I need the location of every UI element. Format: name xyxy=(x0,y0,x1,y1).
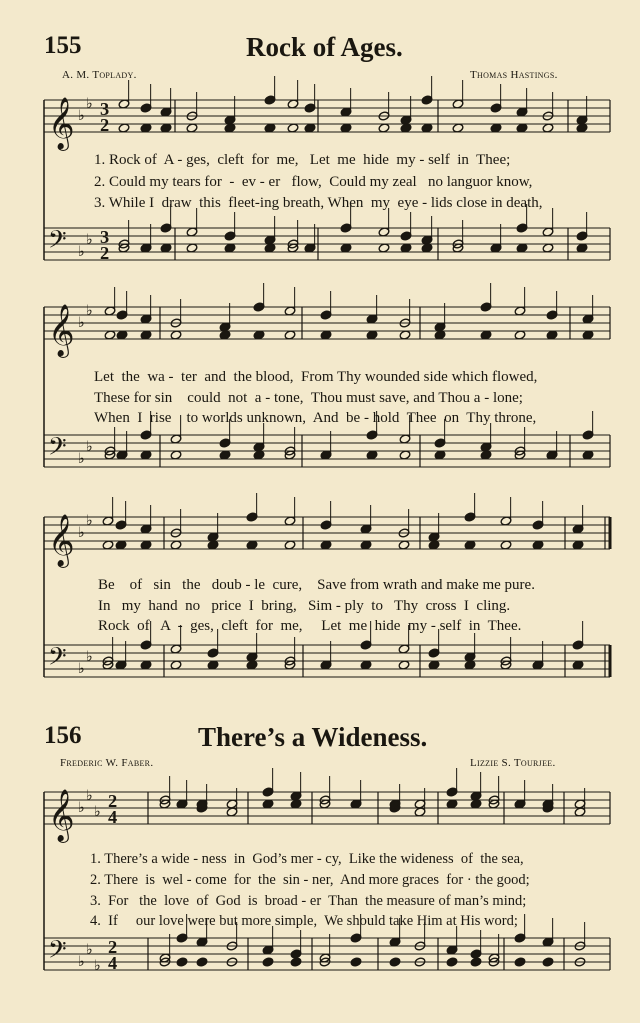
note-head xyxy=(290,949,302,959)
note-head xyxy=(366,430,378,440)
flat-sign-icon: ♭ xyxy=(78,800,85,816)
note-head xyxy=(219,438,231,448)
note-head xyxy=(572,640,584,650)
time-signature: 2 xyxy=(100,115,110,135)
note-head xyxy=(446,787,458,797)
note-head xyxy=(470,957,482,967)
verse-line: 1. There’s a wide - ness in God’s mer - cy, Like the wideness of the sea, xyxy=(90,851,524,867)
note-head xyxy=(350,933,362,943)
verse-line: 2. There is wel - come for the sin - ner, And more graces for · the good; xyxy=(90,872,530,888)
flat-sign-icon: ♭ xyxy=(78,525,85,541)
treble-clef-icon: 𝄞 xyxy=(48,513,75,566)
note-head xyxy=(140,430,152,440)
verse-line: 4. If our love were but more simple, We should take Him at His word; xyxy=(90,913,518,929)
verse-line: These for sin could not a - tone, Thou must save, and Thou a - lone; xyxy=(94,390,523,406)
note-head xyxy=(350,957,362,967)
note-head xyxy=(576,231,588,241)
note-head xyxy=(434,438,446,448)
flat-sign-icon: ♭ xyxy=(94,804,101,820)
flat-sign-icon: ♭ xyxy=(86,649,93,665)
composer-credit: Lizzie S. Tourjee. xyxy=(470,757,556,769)
note-head xyxy=(176,957,188,967)
note-head xyxy=(389,957,401,967)
note-head xyxy=(262,787,274,797)
note-head xyxy=(428,648,440,658)
verse-line: When I rise to worlds unknown, And be - hold Thee on Thy throne, xyxy=(94,410,537,426)
hymn-title: There’s a Wideness. xyxy=(198,722,428,752)
note-head xyxy=(116,310,128,320)
note-head xyxy=(160,223,172,233)
time-signature: 2 xyxy=(108,791,118,811)
notes-group xyxy=(104,283,594,340)
notes-group xyxy=(159,768,586,817)
note-head xyxy=(207,648,219,658)
note-head xyxy=(446,957,458,967)
bass-clef-icon: 𝄢 xyxy=(48,225,67,259)
verse-line: In my hand no price I bring, Sim - ply to Thy cross I cling. xyxy=(98,598,511,614)
treble-clef-icon: 𝄞 xyxy=(48,303,75,356)
note-head xyxy=(176,933,188,943)
note-head xyxy=(290,957,302,967)
note-head xyxy=(546,310,558,320)
verse-line: 3. While I draw this fleet-ing breath, When my eye - lids close in death, xyxy=(94,195,543,211)
bass-staff xyxy=(44,642,610,677)
flat-sign-icon: ♭ xyxy=(78,451,85,467)
verse-line: 1. Rock of A - ges, cleft for me, Let me hide my - self in Thee; xyxy=(94,152,511,168)
note-head xyxy=(514,957,526,967)
hymn-title: Rock of Ages. xyxy=(246,32,403,62)
note-head xyxy=(421,95,433,105)
hymn-number: 156 xyxy=(44,722,82,749)
flat-sign-icon: ♭ xyxy=(86,439,93,455)
note-head xyxy=(253,302,265,312)
lyricist-credit: Frederic W. Faber. xyxy=(60,757,154,769)
treble-clef-icon: 𝄞 xyxy=(48,96,75,149)
composer-credit: Thomas Hastings. xyxy=(470,69,558,81)
verse-line: 3. For the love of God is broad - er Than the measure of man’s mind; xyxy=(90,893,527,909)
note-head xyxy=(532,520,544,530)
note-head xyxy=(262,957,274,967)
note-head xyxy=(140,103,152,113)
flat-sign-icon: ♭ xyxy=(78,108,85,124)
verse-line: Let the wa - ter and the blood, From Thy wounded side which flowed, xyxy=(94,369,538,385)
music-system-3 xyxy=(0,505,640,685)
flat-sign-icon: ♭ xyxy=(86,788,93,804)
flat-sign-icon: ♭ xyxy=(86,232,93,248)
note-head xyxy=(516,223,528,233)
note-head xyxy=(246,512,258,522)
note-head xyxy=(400,231,412,241)
hymn-number: 155 xyxy=(44,32,82,59)
note-head xyxy=(360,640,372,650)
note-head xyxy=(264,95,276,105)
verse-line: Be of sin the doub - le cure, Save from wrath and make me pure. xyxy=(98,577,535,593)
note-head xyxy=(542,957,554,967)
flat-sign-icon: ♭ xyxy=(78,661,85,677)
notes-group xyxy=(102,493,584,550)
note-head xyxy=(514,933,526,943)
notes-group xyxy=(118,76,588,133)
bass-clef-icon: 𝄢 xyxy=(48,642,67,676)
flat-sign-icon: ♭ xyxy=(86,96,93,112)
note-head xyxy=(304,103,316,113)
flat-sign-icon: ♭ xyxy=(86,303,93,319)
bass-clef-icon: 𝄢 xyxy=(48,935,67,969)
time-signature: 2 xyxy=(100,243,110,263)
note-head xyxy=(582,430,594,440)
note-head xyxy=(490,103,502,113)
note-head xyxy=(115,520,127,530)
time-signature: 2 xyxy=(108,937,118,957)
verse-line: 2. Could my tears for - ev - er flow, Could my zeal no languor know, xyxy=(94,174,533,190)
time-signature: 3 xyxy=(100,99,110,119)
note-head xyxy=(470,949,482,959)
note-head xyxy=(320,520,332,530)
flat-sign-icon: ♭ xyxy=(78,315,85,331)
note-head xyxy=(224,231,236,241)
treble-clef-icon: 𝄞 xyxy=(48,788,75,841)
note-head xyxy=(320,310,332,320)
note-head xyxy=(480,302,492,312)
flat-sign-icon: ♭ xyxy=(78,954,85,970)
flat-sign-icon: ♭ xyxy=(94,958,101,974)
flat-sign-icon: ♭ xyxy=(78,244,85,260)
flat-sign-icon: ♭ xyxy=(86,942,93,958)
time-signature: 3 xyxy=(100,227,110,247)
flat-sign-icon: ♭ xyxy=(86,513,93,529)
note-head xyxy=(340,223,352,233)
note-head xyxy=(464,512,476,522)
time-signature: 4 xyxy=(108,807,118,827)
note-head xyxy=(140,640,152,650)
lyricist-credit: A. M. Toplady. xyxy=(62,69,137,81)
bass-clef-icon: 𝄢 xyxy=(48,432,67,466)
time-signature: 4 xyxy=(108,953,118,973)
verse-line: Rock of A - ges, cleft for me, Let me hide my - self in Thee. xyxy=(98,618,522,634)
note-head xyxy=(196,957,208,967)
